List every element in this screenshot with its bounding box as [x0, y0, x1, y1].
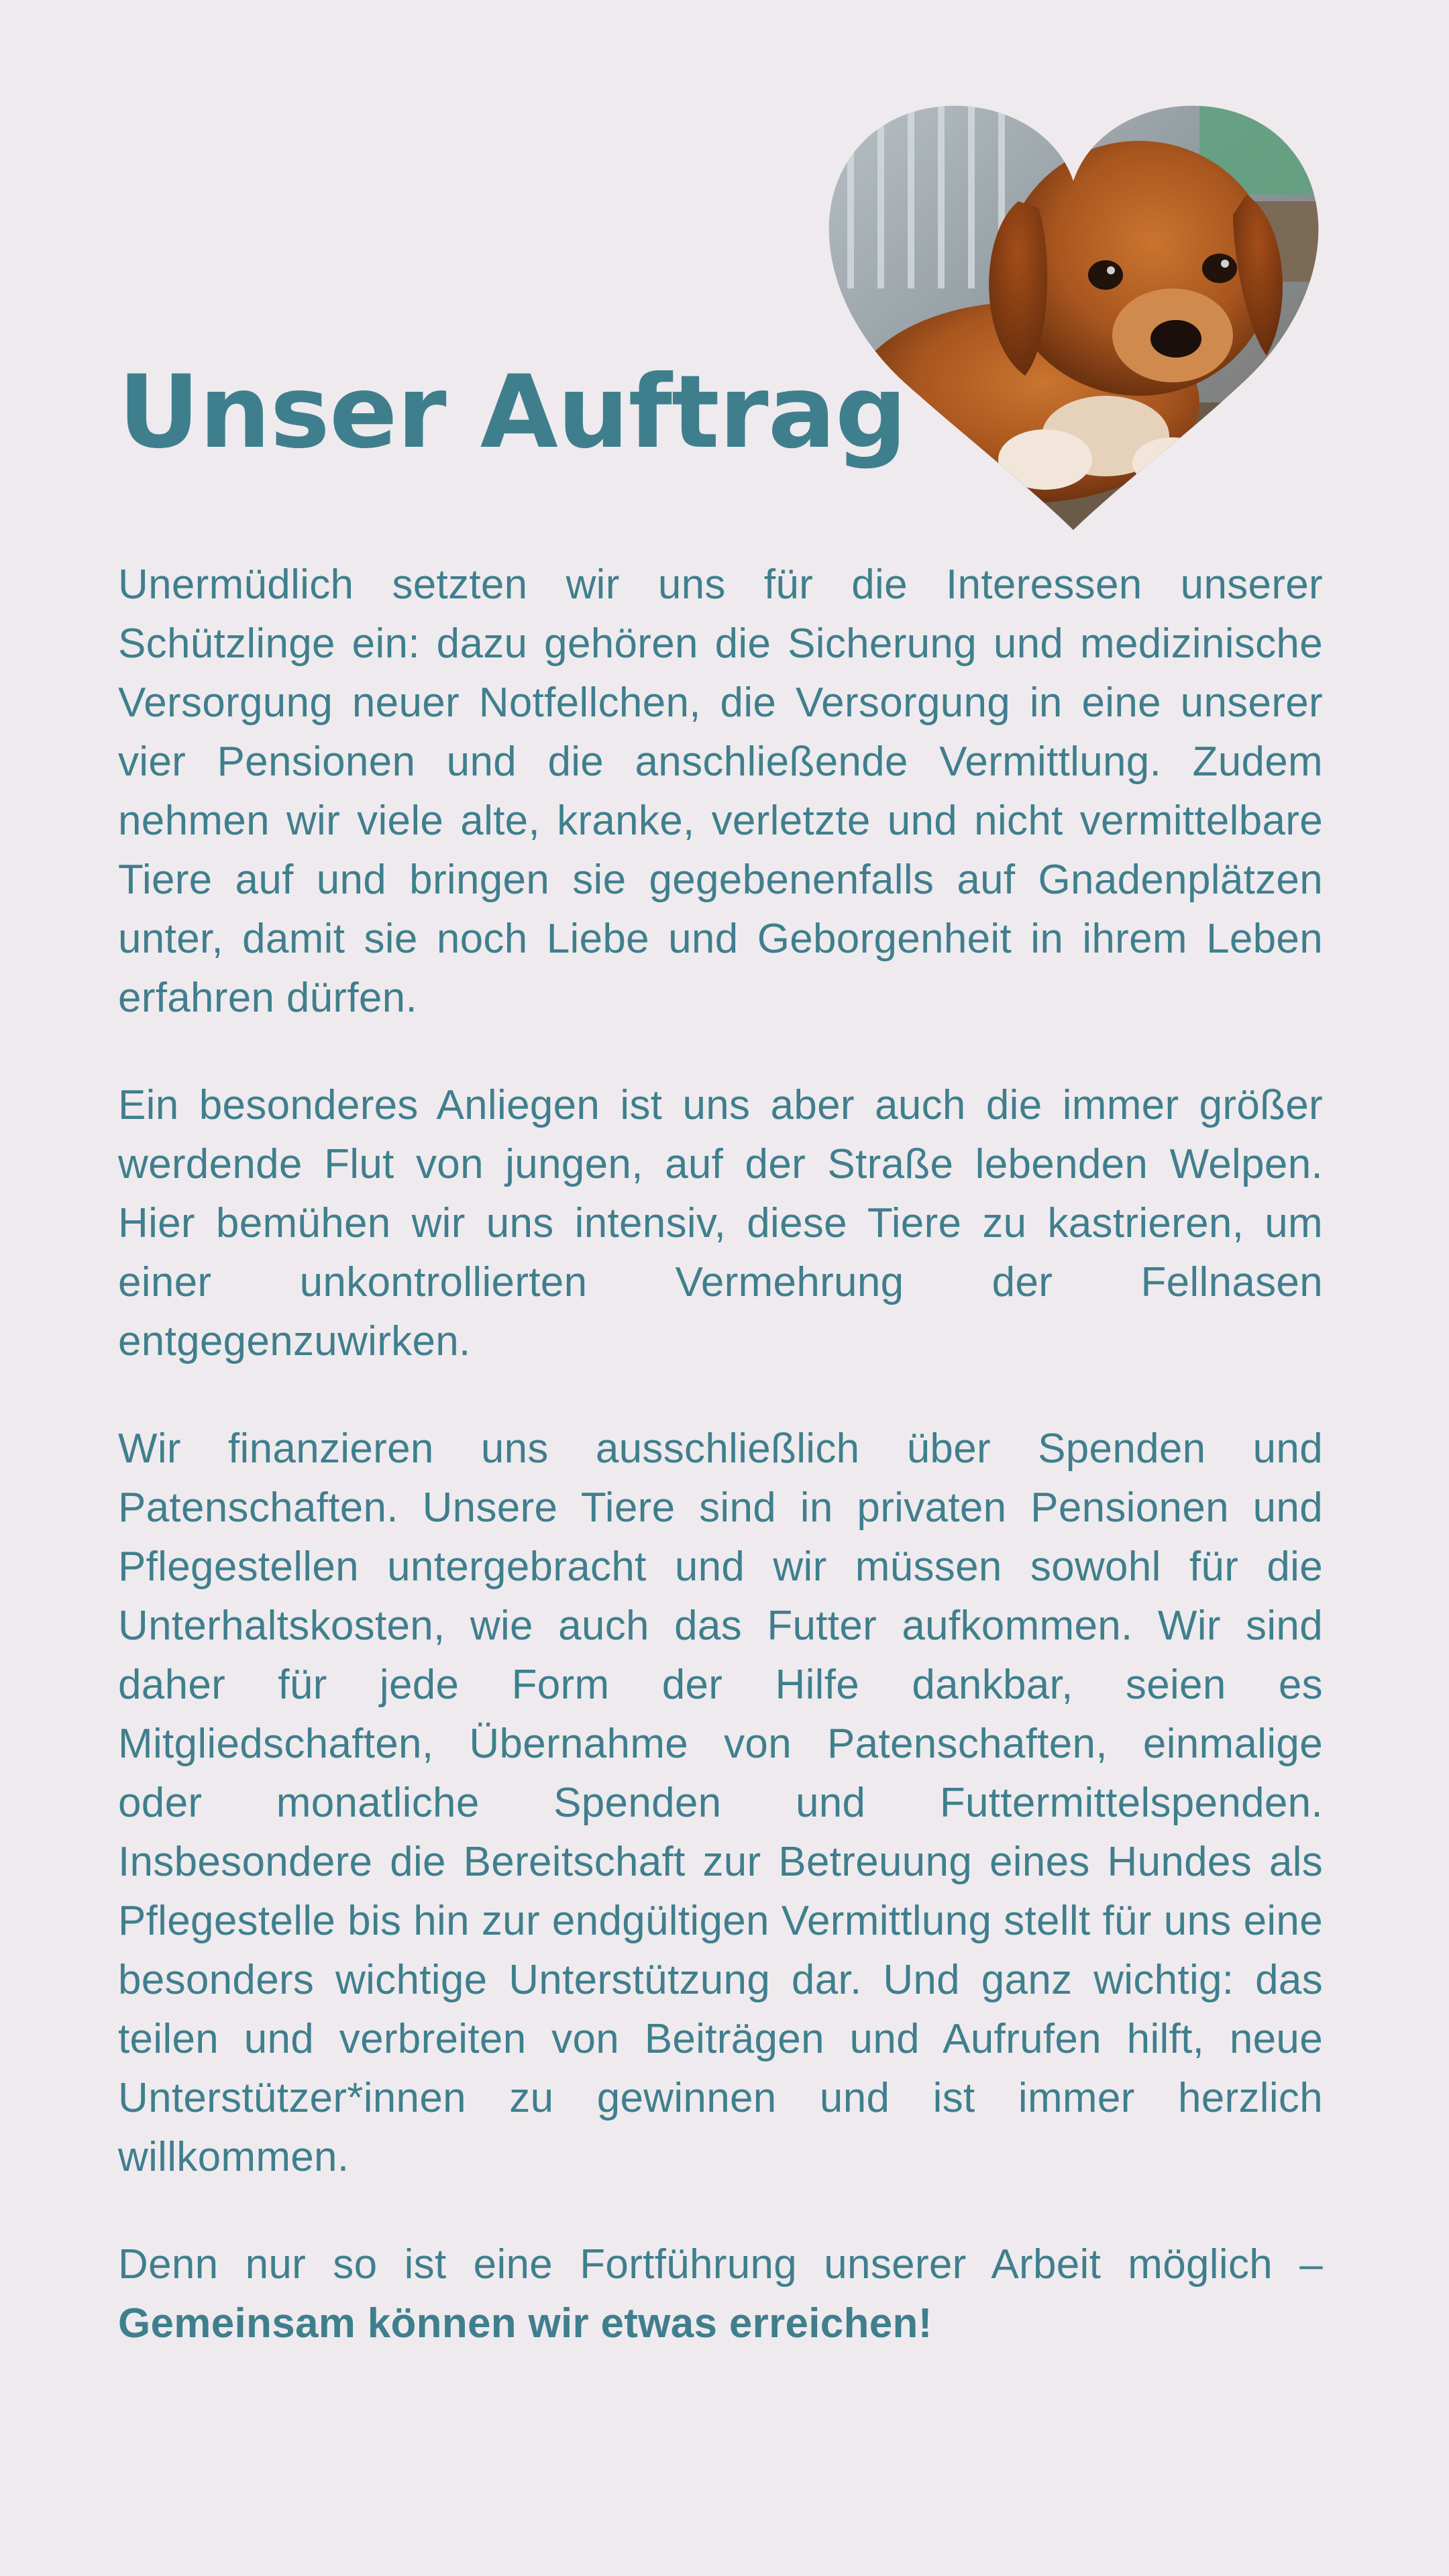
- closing-text: Denn nur so ist eine Fortführung unserer Arbeit möglich –: [118, 2241, 1323, 2288]
- paragraph-closing: [118, 2235, 1323, 2353]
- closing-emphasis: Gemeinsam können wir etwas erreichen!: [118, 2300, 932, 2347]
- mission-text: [118, 555, 1323, 2402]
- page-title: Unser Auftrag: [118, 354, 907, 471]
- dog-heart-photo: [824, 87, 1324, 543]
- paragraph-intro: Unermüdlich setzten wir uns für die Interessen unserer Schützlinge ein: dazu gehören die Sicherung und medizinische Versorgung neuer Notfellchen, die Versorgung in eine unserer vier Pensionen und die anschließende Vermittlung. Zudem nehmen wir viele alte, kranke, verletzte und nicht vermittelbare Tiere auf und bringen sie gegebenenfalls auf Gnadenplätzen unter, damit sie noch Liebe und Geborgenheit in ihrem Leben erfahren dürfen.: [118, 561, 1323, 1021]
- paragraph-funding: Wir finanzieren uns ausschließlich über Spenden und Patenschaften. Unsere Tiere sind in privaten Pensionen und Pflegestellen untergebracht und wir müssen sowohl für die Unterhaltskosten, wie auch das Futter aufkommen. Wir sind daher für jede Form der Hilfe dankbar, seien es Mitgliedschaften, Übernahme von Patenschaften, einmalige oder monatliche Spenden und Futtermittelspenden. Insbesondere die Bereitschaft zur Betreuung eines Hundes als Pflegestelle bis hin zur endgültigen Vermittlung stellt für uns eine besonders wichtige Unterstützung dar. Und ganz wichtig: das teilen und verbreiten von Beiträgen und Aufrufen hilft, neue Unterstützer*innen zu gewinnen und ist immer herzlich willkommen.: [118, 1426, 1323, 2180]
- paragraph-puppies: Ein besonderes Anliegen ist uns aber auch die immer größer werdende Flut von jungen, auf der Straße lebenden Welpen. Hier bemühen wir uns intensiv, diese Tiere zu kastrieren, um einer unkontrollierten Vermehrung der Fellnasen entgegenzuwirken.: [118, 1082, 1323, 1364]
